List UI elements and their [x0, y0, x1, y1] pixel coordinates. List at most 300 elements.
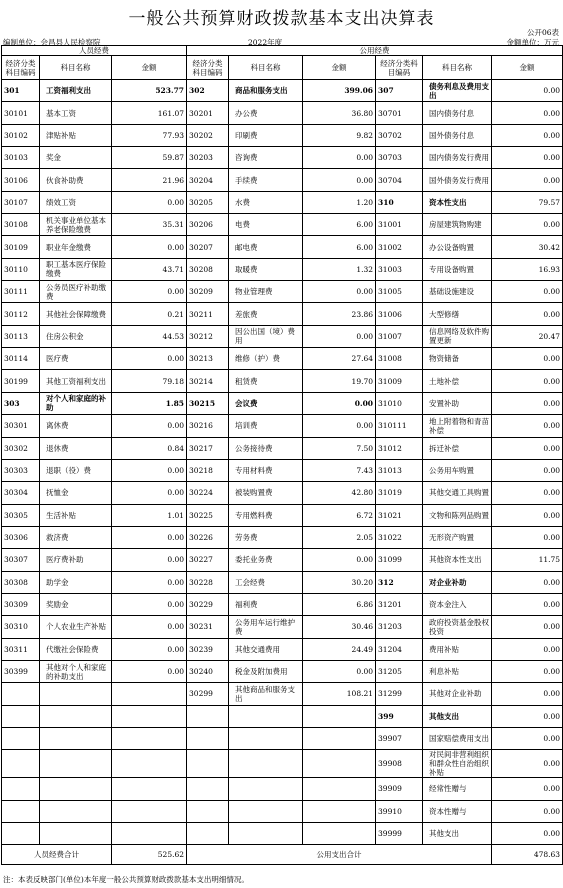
personnel-total-label: 人员经费合计: [2, 845, 112, 865]
personnel-item-name-cell: 退休费: [40, 437, 112, 459]
goods-item-name-cell: 公务接待费: [229, 437, 303, 459]
code-header: 经济分类科目编码: [376, 56, 423, 80]
goods-econ-code-cell: [187, 800, 229, 822]
personnel-item-name-cell: 代缴社会保险费: [40, 638, 112, 660]
personnel-item-name-cell: 离休费: [40, 415, 112, 437]
personnel-item-name-cell: 医疗费补助: [40, 549, 112, 571]
table-row: [2, 823, 563, 845]
personnel-item-name-cell: [40, 705, 112, 727]
personnel-amount-cell: 44.53: [112, 325, 187, 347]
goods-item-name-cell: 被装购置费: [229, 482, 303, 504]
goods-econ-code-cell: 30204: [187, 169, 229, 191]
table-row: [2, 727, 563, 749]
capital-amount-cell: 0.00: [492, 437, 563, 459]
capital-amount-cell: 0.00: [492, 638, 563, 660]
table-row: [2, 800, 563, 822]
personnel-amount-cell: 0.00: [112, 526, 187, 548]
capital-amount-cell: 0.00: [492, 281, 563, 303]
capital-amount-cell: 0.00: [492, 616, 563, 638]
capital-amount-cell: 0.00: [492, 482, 563, 504]
goods-amount-cell: 0.00: [303, 169, 376, 191]
goods-amount-cell: 7.43: [303, 459, 376, 481]
personnel-econ-code-cell: 30309: [2, 593, 40, 615]
table-row: [2, 281, 563, 303]
capital-amount-cell: 0.00: [492, 750, 563, 778]
personnel-amount-cell: 35.31: [112, 214, 187, 236]
goods-econ-code-cell: 30228: [187, 571, 229, 593]
capital-econ-code-cell: 312: [376, 571, 423, 593]
goods-item-name-cell: 其他交通费用: [229, 638, 303, 660]
capital-econ-code-cell: 31201: [376, 593, 423, 615]
personnel-econ-code-cell: 30113: [2, 325, 40, 347]
goods-amount-cell: 2.05: [303, 526, 376, 548]
goods-econ-code-cell: [187, 778, 229, 800]
goods-item-name-cell: [229, 705, 303, 727]
personnel-econ-code-cell: 30302: [2, 437, 40, 459]
capital-amount-cell: 0.00: [492, 571, 563, 593]
personnel-item-name-cell: [40, 683, 112, 705]
table-row: [2, 504, 563, 526]
code-header: 经济分类科目编码: [187, 56, 229, 80]
capital-item-name-cell: 拆迁补偿: [423, 437, 492, 459]
personnel-econ-code-cell: 30311: [2, 638, 40, 660]
capital-econ-code-cell: 30704: [376, 169, 423, 191]
personnel-econ-code-cell: [2, 800, 40, 822]
goods-econ-code-cell: 30203: [187, 147, 229, 169]
personnel-amount-cell: [112, 683, 187, 705]
capital-item-name-cell: 安置补助: [423, 392, 492, 414]
compiling-unit: 编制单位：会昌县人民检察院: [3, 38, 101, 47]
personnel-amount-cell: 77.93: [112, 124, 187, 146]
goods-amount-cell: 0.00: [303, 660, 376, 682]
goods-econ-code-cell: 30212: [187, 325, 229, 347]
goods-item-name-cell: [229, 778, 303, 800]
form-number: 公开06表: [526, 28, 559, 37]
capital-item-name-cell: 国外债务付息: [423, 124, 492, 146]
goods-item-name-cell: 其他商品和服务支出: [229, 683, 303, 705]
goods-item-name-cell: 工会经费: [229, 571, 303, 593]
goods-item-name-cell: 咨询费: [229, 147, 303, 169]
capital-econ-code-cell: 39908: [376, 750, 423, 778]
goods-econ-code-cell: 30213: [187, 348, 229, 370]
personnel-econ-code-cell: 301: [2, 80, 40, 102]
amount-header: 金额: [492, 56, 563, 80]
personnel-item-name-cell: 职业年金缴费: [40, 236, 112, 258]
table-row: [2, 80, 563, 102]
goods-item-name-cell: 委托业务费: [229, 549, 303, 571]
goods-amount-cell: 108.21: [303, 683, 376, 705]
goods-econ-code-cell: 30214: [187, 370, 229, 392]
goods-item-name-cell: 印刷费: [229, 124, 303, 146]
capital-item-name-cell: 资本金注入: [423, 593, 492, 615]
goods-econ-code-cell: 30216: [187, 415, 229, 437]
capital-amount-cell: 0.00: [492, 823, 563, 845]
capital-econ-code-cell: 31022: [376, 526, 423, 548]
capital-amount-cell: 0.00: [492, 727, 563, 749]
capital-econ-code-cell: 30701: [376, 102, 423, 124]
goods-item-name-cell: 物业管理费: [229, 281, 303, 303]
personnel-econ-code-cell: 30307: [2, 549, 40, 571]
personnel-item-name-cell: 公务员医疗补助缴费: [40, 281, 112, 303]
goods-econ-code-cell: 30202: [187, 124, 229, 146]
goods-amount-cell: 36.80: [303, 102, 376, 124]
capital-item-name-cell: 对企业补助: [423, 571, 492, 593]
table-row: [2, 258, 563, 280]
capital-item-name-cell: 信息网络及软件购置更新: [423, 325, 492, 347]
capital-amount-cell: 20.47: [492, 325, 563, 347]
goods-amount-cell: 9.82: [303, 124, 376, 146]
table-row: [2, 549, 563, 571]
goods-amount-cell: 19.70: [303, 370, 376, 392]
personnel-item-name-cell: 津贴补贴: [40, 124, 112, 146]
personnel-amount-cell: 43.71: [112, 258, 187, 280]
capital-item-name-cell: 办公设备购置: [423, 236, 492, 258]
capital-amount-cell: 0.00: [492, 124, 563, 146]
personnel-amount-cell: 0.00: [112, 549, 187, 571]
goods-econ-code-cell: 30227: [187, 549, 229, 571]
table-row: [2, 370, 563, 392]
table-row: [2, 169, 563, 191]
goods-amount-cell: 0.00: [303, 281, 376, 303]
goods-econ-code-cell: 30229: [187, 593, 229, 615]
goods-amount-cell: 0.00: [303, 147, 376, 169]
page-title: 一般公共预算财政拨款基本支出决算表: [128, 9, 435, 29]
capital-econ-code-cell: 39910: [376, 800, 423, 822]
capital-econ-code-cell: 39909: [376, 778, 423, 800]
personnel-amount-cell: 1.85: [112, 392, 187, 414]
capital-item-name-cell: 资本性支出: [423, 191, 492, 213]
capital-amount-cell: 0.00: [492, 526, 563, 548]
goods-item-name-cell: 手续费: [229, 169, 303, 191]
goods-amount-cell: 0.00: [303, 392, 376, 414]
capital-item-name-cell: 国内债务发行费用: [423, 147, 492, 169]
goods-amount-cell: 42.80: [303, 482, 376, 504]
goods-amount-cell: [303, 727, 376, 749]
table-row: [2, 593, 563, 615]
personnel-amount-cell: [112, 778, 187, 800]
goods-econ-code-cell: 30205: [187, 191, 229, 213]
table-row: [2, 392, 563, 414]
capital-amount-cell: 0.00: [492, 214, 563, 236]
capital-amount-cell: 0.00: [492, 392, 563, 414]
capital-econ-code-cell: 31099: [376, 549, 423, 571]
personnel-econ-code-cell: [2, 683, 40, 705]
table-row: [2, 325, 563, 347]
goods-amount-cell: [303, 823, 376, 845]
personnel-amount-cell: [112, 800, 187, 822]
goods-econ-code-cell: 30207: [187, 236, 229, 258]
capital-item-name-cell: 其他支出: [423, 705, 492, 727]
capital-item-name-cell: 土地补偿: [423, 370, 492, 392]
goods-econ-code-cell: 30226: [187, 526, 229, 548]
capital-item-name-cell: 大型修缮: [423, 303, 492, 325]
personnel-item-name-cell: 救济费: [40, 526, 112, 548]
capital-econ-code-cell: 31007: [376, 325, 423, 347]
personnel-item-name-cell: [40, 778, 112, 800]
table-row: [2, 616, 563, 638]
goods-amount-cell: 6.00: [303, 236, 376, 258]
personnel-econ-code-cell: 30102: [2, 124, 40, 146]
personnel-econ-code-cell: [2, 778, 40, 800]
personnel-item-name-cell: 职工基本医疗保险缴费: [40, 258, 112, 280]
capital-amount-cell: 0.00: [492, 169, 563, 191]
table-row: [2, 236, 563, 258]
capital-item-name-cell: 债务利息及费用支出: [423, 80, 492, 102]
personnel-amount-cell: 161.07: [112, 102, 187, 124]
personnel-amount-cell: 523.77: [112, 80, 187, 102]
personnel-econ-code-cell: 30111: [2, 281, 40, 303]
capital-item-name-cell: 无形资产购置: [423, 526, 492, 548]
table-row: [2, 638, 563, 660]
table-row: [2, 348, 563, 370]
capital-amount-cell: 16.93: [492, 258, 563, 280]
capital-amount-cell: 0.00: [492, 415, 563, 437]
table-row: [2, 778, 563, 800]
capital-econ-code-cell: 39999: [376, 823, 423, 845]
capital-item-name-cell: 资本性赠与: [423, 800, 492, 822]
table-row: [2, 102, 563, 124]
table-row: [2, 683, 563, 705]
capital-item-name-cell: 地上附着物和青苗补偿: [423, 415, 492, 437]
capital-item-name-cell: 其他交通工具购置: [423, 482, 492, 504]
personnel-econ-code-cell: 30106: [2, 169, 40, 191]
capital-item-name-cell: 基础设施建设: [423, 281, 492, 303]
goods-item-name-cell: [229, 800, 303, 822]
goods-econ-code-cell: 302: [187, 80, 229, 102]
table-row: [2, 147, 563, 169]
personnel-econ-code-cell: 30305: [2, 504, 40, 526]
personnel-amount-cell: [112, 750, 187, 778]
personnel-amount-cell: [112, 823, 187, 845]
expenditure-table: [1, 45, 563, 865]
capital-econ-code-cell: 399: [376, 705, 423, 727]
public-total-label: 公用支出合计: [187, 845, 492, 865]
personnel-item-name-cell: [40, 800, 112, 822]
personnel-amount-cell: 0.00: [112, 638, 187, 660]
capital-item-name-cell: 文物和陈列品购置: [423, 504, 492, 526]
personnel-item-name-cell: 伙食补助费: [40, 169, 112, 191]
personnel-econ-code-cell: 30110: [2, 258, 40, 280]
goods-amount-cell: 23.86: [303, 303, 376, 325]
capital-amount-cell: 0.00: [492, 348, 563, 370]
capital-econ-code-cell: 30702: [376, 124, 423, 146]
name-header: 科目名称: [423, 56, 492, 80]
public-total-value: 478.63: [492, 845, 563, 865]
personnel-item-name-cell: 住房公积金: [40, 325, 112, 347]
capital-econ-code-cell: 31012: [376, 437, 423, 459]
goods-econ-code-cell: 30240: [187, 660, 229, 682]
goods-amount-cell: 6.72: [303, 504, 376, 526]
goods-econ-code-cell: 30215: [187, 392, 229, 414]
goods-amount-cell: 1.20: [303, 191, 376, 213]
personnel-amount-cell: 21.96: [112, 169, 187, 191]
personnel-item-name-cell: 工资福利支出: [40, 80, 112, 102]
goods-item-name-cell: 水费: [229, 191, 303, 213]
personnel-econ-code-cell: 30112: [2, 303, 40, 325]
capital-item-name-cell: 其他对企业补助: [423, 683, 492, 705]
personnel-item-name-cell: 个人农业生产补贴: [40, 616, 112, 638]
capital-econ-code-cell: 31001: [376, 214, 423, 236]
table-row: [2, 214, 563, 236]
goods-amount-cell: 0.00: [303, 325, 376, 347]
code-header: 经济分类科目编码: [2, 56, 40, 80]
capital-econ-code-cell: 31003: [376, 258, 423, 280]
capital-item-name-cell: 政府投资基金股权投资: [423, 616, 492, 638]
capital-amount-cell: 0.00: [492, 80, 563, 102]
personnel-item-name-cell: 其他对个人和家庭的补助支出: [40, 660, 112, 682]
goods-econ-code-cell: 30217: [187, 437, 229, 459]
personnel-item-name-cell: 医疗费: [40, 348, 112, 370]
goods-econ-code-cell: [187, 727, 229, 749]
goods-item-name-cell: 福利费: [229, 593, 303, 615]
goods-item-name-cell: 专用材料费: [229, 459, 303, 481]
capital-econ-code-cell: 31203: [376, 616, 423, 638]
amount-header: 金额: [303, 56, 376, 80]
goods-amount-cell: 1.32: [303, 258, 376, 280]
personnel-econ-code-cell: 30399: [2, 660, 40, 682]
personnel-amount-cell: 59.87: [112, 147, 187, 169]
goods-amount-cell: 399.06: [303, 80, 376, 102]
personnel-econ-code-cell: [2, 750, 40, 778]
capital-amount-cell: 0.00: [492, 593, 563, 615]
goods-econ-code-cell: [187, 705, 229, 727]
table-row: [2, 482, 563, 504]
name-header: 科目名称: [229, 56, 303, 80]
personnel-amount-cell: [112, 705, 187, 727]
personnel-item-name-cell: [40, 750, 112, 778]
personnel-econ-code-cell: 30308: [2, 571, 40, 593]
goods-amount-cell: [303, 705, 376, 727]
goods-econ-code-cell: 30201: [187, 102, 229, 124]
capital-amount-cell: 0.00: [492, 147, 563, 169]
personnel-item-name-cell: 抚恤金: [40, 482, 112, 504]
capital-amount-cell: 0.00: [492, 370, 563, 392]
name-header: 科目名称: [40, 56, 112, 80]
capital-item-name-cell: 专用设备购置: [423, 258, 492, 280]
personnel-amount-cell: 0.21: [112, 303, 187, 325]
amount-header: 金额: [112, 56, 187, 80]
personnel-amount-cell: 0.84: [112, 437, 187, 459]
goods-econ-code-cell: 30208: [187, 258, 229, 280]
capital-econ-code-cell: 31010: [376, 392, 423, 414]
capital-econ-code-cell: 31299: [376, 683, 423, 705]
table-body: [2, 80, 563, 845]
capital-econ-code-cell: 310: [376, 191, 423, 213]
capital-item-name-cell: 国内债务付息: [423, 102, 492, 124]
table-row: [2, 660, 563, 682]
capital-amount-cell: 11.75: [492, 549, 563, 571]
goods-amount-cell: 0.00: [303, 549, 376, 571]
capital-econ-code-cell: 310111: [376, 415, 423, 437]
personnel-econ-code-cell: 30109: [2, 236, 40, 258]
personnel-amount-cell: 0.00: [112, 281, 187, 303]
capital-item-name-cell: 房屋建筑物购建: [423, 214, 492, 236]
personnel-amount-cell: 1.01: [112, 504, 187, 526]
personnel-item-name-cell: 其他社会保障缴费: [40, 303, 112, 325]
personnel-total-value: 525.62: [112, 845, 187, 865]
capital-econ-code-cell: 31002: [376, 236, 423, 258]
goods-item-name-cell: 维修（护）费: [229, 348, 303, 370]
table-row: [2, 750, 563, 778]
capital-item-name-cell: 利息补贴: [423, 660, 492, 682]
capital-econ-code-cell: 31204: [376, 638, 423, 660]
capital-item-name-cell: 公务用车购置: [423, 459, 492, 481]
capital-econ-code-cell: 31006: [376, 303, 423, 325]
capital-econ-code-cell: 307: [376, 80, 423, 102]
goods-econ-code-cell: 30224: [187, 482, 229, 504]
personnel-item-name-cell: 助学金: [40, 571, 112, 593]
capital-item-name-cell: 费用补贴: [423, 638, 492, 660]
capital-item-name-cell: 对民间非营利组织和群众性自治组织补贴: [423, 750, 492, 778]
fiscal-year: 2022年度: [248, 38, 283, 47]
goods-amount-cell: 27.64: [303, 348, 376, 370]
personnel-item-name-cell: 生活补贴: [40, 504, 112, 526]
goods-econ-code-cell: 30231: [187, 616, 229, 638]
personnel-amount-cell: 0.00: [112, 660, 187, 682]
personnel-amount-cell: 0.00: [112, 593, 187, 615]
goods-item-name-cell: 培训费: [229, 415, 303, 437]
goods-econ-code-cell: 30211: [187, 303, 229, 325]
table-row: [2, 437, 563, 459]
personnel-amount-cell: [112, 727, 187, 749]
capital-amount-cell: 0.00: [492, 459, 563, 481]
capital-amount-cell: 0.00: [492, 504, 563, 526]
goods-econ-code-cell: 30225: [187, 504, 229, 526]
personnel-econ-code-cell: 30310: [2, 616, 40, 638]
goods-item-name-cell: 因公出国（境）费用: [229, 325, 303, 347]
personnel-item-name-cell: 对个人和家庭的补助: [40, 392, 112, 414]
goods-item-name-cell: [229, 727, 303, 749]
personnel-item-name-cell: 机关事业单位基本养老保险缴费: [40, 214, 112, 236]
personnel-econ-code-cell: 30199: [2, 370, 40, 392]
table-row: [2, 459, 563, 481]
goods-econ-code-cell: 30206: [187, 214, 229, 236]
capital-econ-code-cell: 30703: [376, 147, 423, 169]
table-row: [2, 191, 563, 213]
capital-econ-code-cell: 31021: [376, 504, 423, 526]
goods-econ-code-cell: [187, 823, 229, 845]
goods-amount-cell: 0.00: [303, 415, 376, 437]
capital-amount-cell: 0.00: [492, 705, 563, 727]
goods-item-name-cell: [229, 823, 303, 845]
capital-amount-cell: 0.00: [492, 660, 563, 682]
goods-amount-cell: 6.00: [303, 214, 376, 236]
capital-item-name-cell: 其他支出: [423, 823, 492, 845]
goods-amount-cell: 24.49: [303, 638, 376, 660]
capital-econ-code-cell: 31008: [376, 348, 423, 370]
capital-amount-cell: 0.00: [492, 683, 563, 705]
personnel-econ-code-cell: [2, 823, 40, 845]
table-row: [2, 526, 563, 548]
goods-item-name-cell: 办公费: [229, 102, 303, 124]
personnel-econ-code-cell: 30304: [2, 482, 40, 504]
personnel-amount-cell: 0.00: [112, 482, 187, 504]
goods-item-name-cell: 会议费: [229, 392, 303, 414]
capital-item-name-cell: 国外债务发行费用: [423, 169, 492, 191]
personnel-econ-code-cell: 303: [2, 392, 40, 414]
personnel-econ-code-cell: 30108: [2, 214, 40, 236]
public-header: 公用经费: [187, 46, 563, 56]
table-row: [2, 303, 563, 325]
personnel-item-name-cell: 奖励金: [40, 593, 112, 615]
goods-item-name-cell: 租赁费: [229, 370, 303, 392]
personnel-econ-code-cell: 30114: [2, 348, 40, 370]
personnel-econ-code-cell: 30101: [2, 102, 40, 124]
goods-amount-cell: [303, 800, 376, 822]
personnel-header: 人员经费: [2, 46, 187, 56]
goods-econ-code-cell: 30218: [187, 459, 229, 481]
personnel-econ-code-cell: 30103: [2, 147, 40, 169]
